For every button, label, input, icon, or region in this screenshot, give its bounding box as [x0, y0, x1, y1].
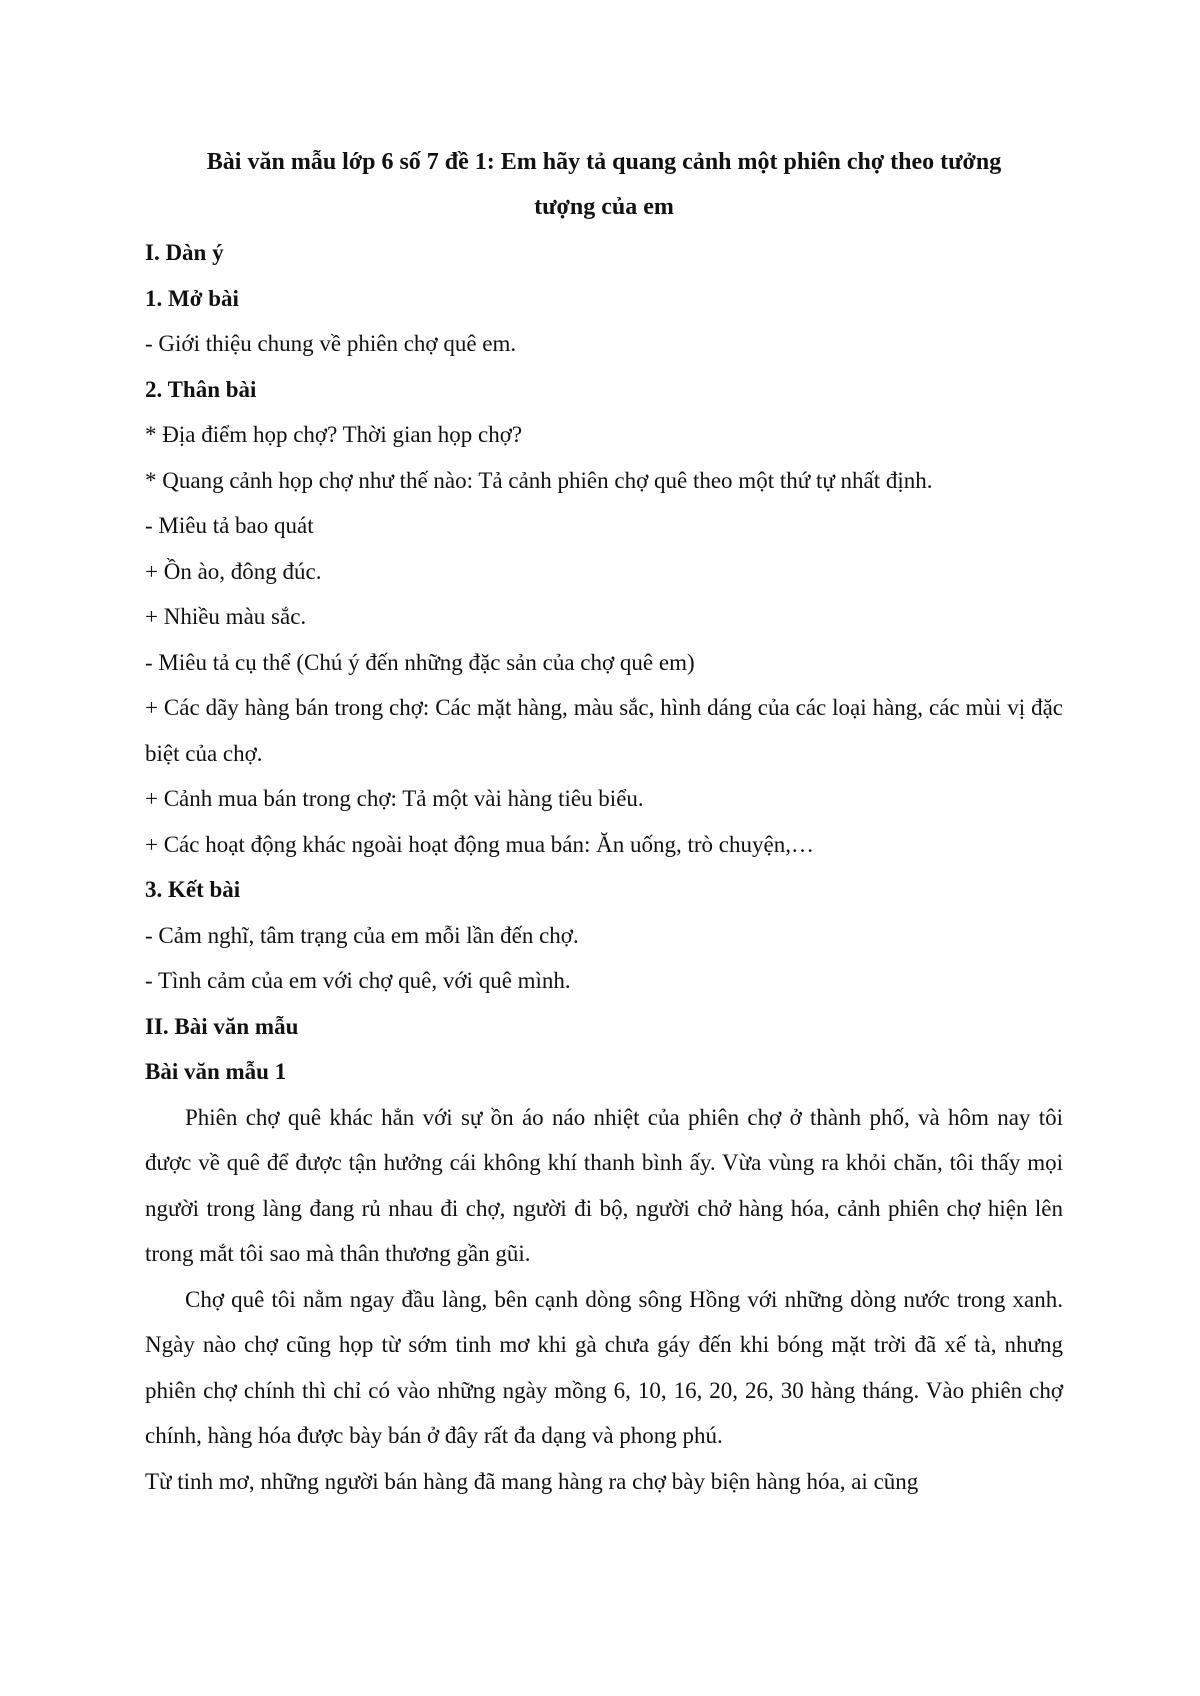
body-item: + Các dãy hàng bán trong chợ: Các mặt hàng, màu sắc, hình dáng của các loại hàng, các mùi vị đặc biệt của chợ.: [145, 695, 1063, 766]
document-page: [145, 140, 1063, 1504]
body-item: + Các hoạt động khác ngoài hoạt động mua bán: Ăn uống, trò chuyện,…: [145, 831, 814, 857]
document-title-line-2: tượng của em: [534, 194, 674, 220]
conclusion-heading: 3. Kết bài: [145, 877, 241, 902]
document-title-line-1: Bài văn mẫu lớp 6 số 7 đề 1: Em hãy tả quang cảnh một phiên chợ theo tưởng: [206, 149, 1002, 175]
conclusion-item: - Tình cảm của em với chợ quê, với quê mình.: [145, 968, 571, 993]
essay-paragraph: Chợ quê tôi nằm ngay đầu làng, bên cạnh dòng sông Hồng với những dòng nước trong xanh. Ngày nào chợ cũng họp từ sớm tinh mơ khi gà chưa gáy đến khi bóng mặt trời đã xế tà, nhưng phiên chợ chính thì chỉ có vào những ngày mồng 6, 10, 16, 20, 26, 30 hàng tháng. Vào phiên chợ chính, hàng hóa được bày bán ở đây rất đa dạng và phong phú.: [145, 1286, 1063, 1448]
body-item: * Địa điểm họp chợ? Thời gian họp chợ?: [145, 422, 523, 447]
intro-heading: 1. Mở bài: [145, 285, 239, 311]
conclusion-item: - Cảm nghĩ, tâm trạng của em mỗi lần đến chợ.: [145, 922, 579, 948]
body-item: + Cảnh mua bán trong chợ: Tả một vài hàng tiêu biểu.: [145, 786, 644, 811]
essay-heading: II. Bài văn mẫu: [145, 1013, 299, 1039]
essay-subheading: Bài văn mẫu 1: [145, 1059, 287, 1084]
body-heading: 2. Thân bài: [145, 376, 257, 402]
essay-paragraph: Phiên chợ quê khác hẳn với sự ồn áo náo nhiệt của phiên chợ ở thành phố, và hôm nay tôi được về quê để được tận hưởng cái không khí thanh bình ấy. Vừa vùng ra khỏi chăn, tôi thấy mọi người trong làng đang rủ nhau đi chợ, người đi bộ, người chở hàng hóa, cảnh phiên chợ hiện lên trong mắt tôi sao mà thân thương gần gũi.: [145, 1104, 1063, 1266]
body-item: + Ồn ào, đông đúc.: [145, 558, 322, 584]
body-item: + Nhiều màu sắc.: [145, 604, 307, 629]
essay-paragraph: Từ tinh mơ, những người bán hàng đã mang hàng ra chợ bày biện hàng hóa, ai cũng: [145, 1468, 919, 1494]
body-item: - Miêu tả bao quát: [145, 513, 314, 538]
outline-heading: I. Dàn ý: [145, 240, 224, 265]
intro-item: - Giới thiệu chung về phiên chợ quê em.: [145, 331, 517, 356]
body-item: - Miêu tả cụ thể (Chú ý đến những đặc sản của chợ quê em): [145, 649, 695, 675]
body-item: * Quang cảnh họp chợ như thế nào: Tả cảnh phiên chợ quê theo một thứ tự nhất định.: [145, 467, 933, 493]
